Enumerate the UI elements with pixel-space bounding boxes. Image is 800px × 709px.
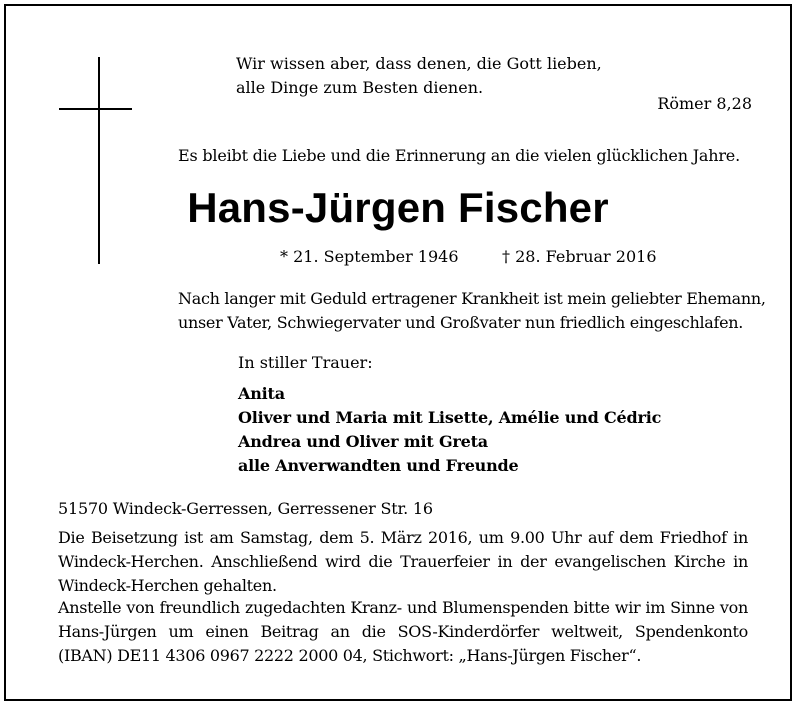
mourner-name: alle Anverwandten und Freunde bbox=[238, 456, 519, 475]
passing-text bbox=[178, 287, 766, 335]
cross-icon-horizontal bbox=[59, 108, 132, 110]
verse-reference: Römer 8,28 bbox=[657, 94, 752, 113]
mourner-name: Andrea und Oliver mit Greta bbox=[238, 432, 488, 451]
verse-line-1: Wir wissen aber, dass denen, die Gott lieben, bbox=[236, 54, 602, 73]
mourner-name: Oliver und Maria mit Lisette, Amélie und Cédric bbox=[238, 408, 662, 427]
burial-info: Die Beisetzung ist am Samstag, dem 5. März 2016, um 9.00 Uhr auf dem Friedhof in Windeck-Herchen. Anschließend wird die Trauerfeier in der evangelischen Kirche in Windeck-Herchen gehalten. bbox=[58, 528, 748, 595]
mourners-list bbox=[238, 382, 661, 478]
memory-line: Es bleibt die Liebe und die Erinnerung an die vielen glücklichen Jahre. bbox=[178, 146, 740, 165]
birth-date: * 21. September 1946 bbox=[280, 247, 459, 266]
mourner-name: Anita bbox=[238, 384, 285, 403]
address: 51570 Windeck-Gerressen, Gerressener Str. 16 bbox=[58, 499, 433, 518]
cross-icon-vertical bbox=[98, 57, 100, 264]
passing-line-1: Nach langer mit Geduld ertragener Krankheit ist mein geliebter Ehemann, bbox=[178, 289, 766, 308]
death-date: † 28. Februar 2016 bbox=[502, 247, 657, 266]
passing-line-2: unser Vater, Schwiegervater und Großvater nun friedlich eingeschlafen. bbox=[178, 313, 744, 332]
donation-info: Anstelle von freundlich zugedachten Kranz- und Blumenspenden bitte wir im Sinne von Hans-Jürgen um einen Beitrag an die SOS-Kinderdörfer weltweit, Spendenkonto (IBAN) DE11 4306 0967 2222 2000 04, Stichwort: „Hans-Jürgen Fischer“. bbox=[58, 598, 748, 665]
mourning-label: In stiller Trauer: bbox=[238, 353, 373, 372]
bible-verse bbox=[236, 52, 602, 100]
obituary-notice bbox=[4, 4, 792, 701]
deceased-name: Hans-Jürgen Fischer bbox=[187, 184, 609, 231]
verse-line-2: alle Dinge zum Besten dienen. bbox=[236, 78, 484, 97]
